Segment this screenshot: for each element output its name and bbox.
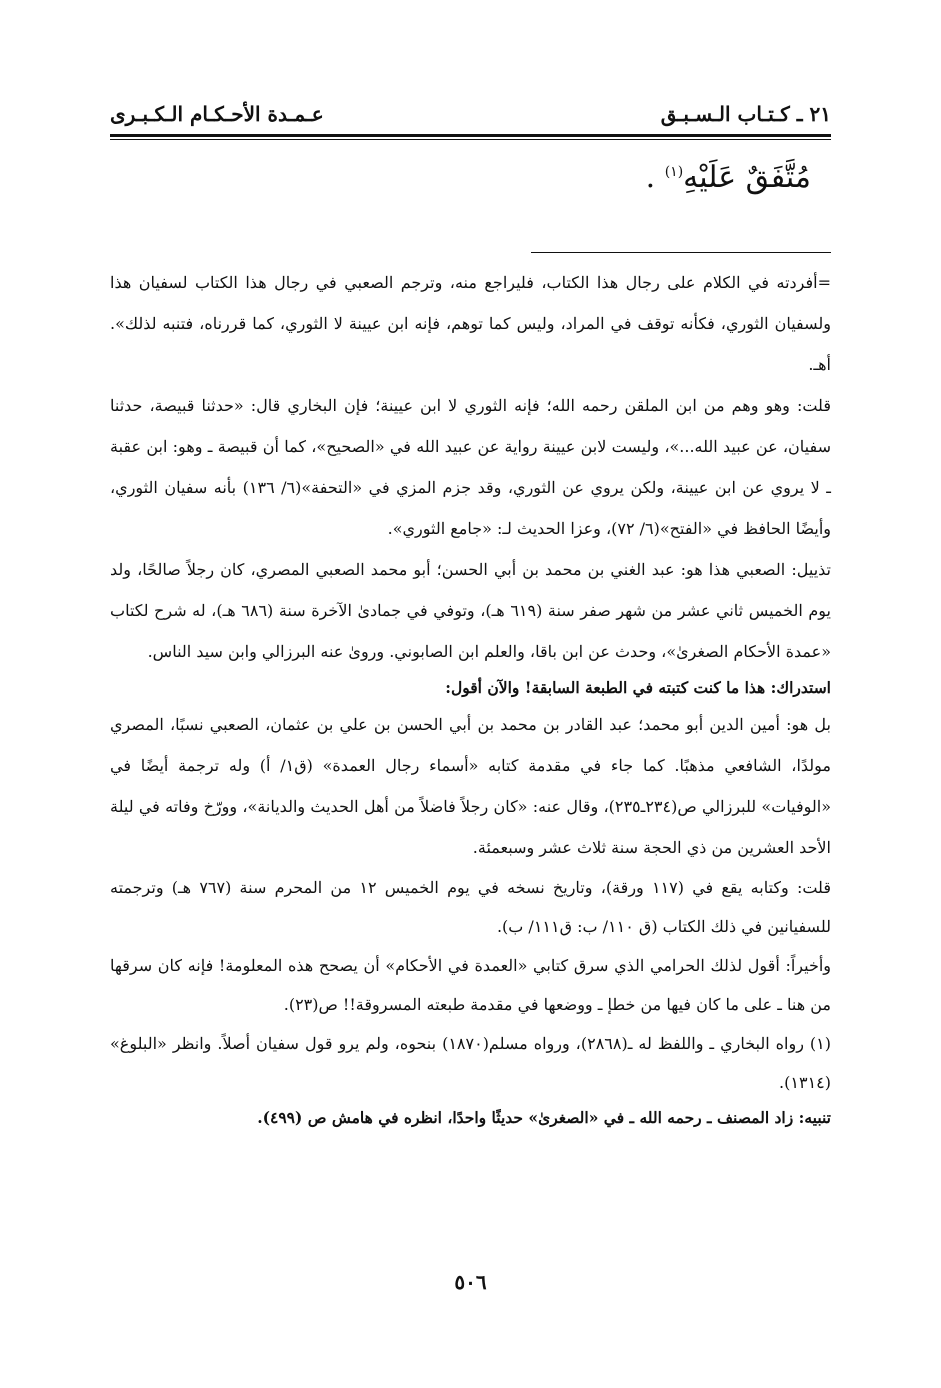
hadith-grade: مُتَّفَقٌ عَلَيْهِ [683, 160, 811, 195]
book-title: عـمـدة الأحـكـام الـكـبـرى [110, 102, 324, 126]
note-istidrak: استدراك: هذا ما كنت كتبته في الطبعة السابقة! والآن أقول: [445, 678, 831, 697]
page-number: ٥٠٦ [454, 1270, 487, 1294]
footnote-marker: (١) [664, 164, 684, 180]
note-tadhyil: تذييل: الصعبي هذا هو: عبد الغني بن محمد بن أبي الحسن؛ أبو محمد الصعبي المصري، كان رجلاً صالحًا، ولد يوم الخميس ثاني عشر من شهر صفر سنة (٦١٩ هـ)، وتوفي في جمادىٰ الآخرة سنة (٦٨٦ هـ)، له شرح لكتاب «عمدة الأحكام الصغرىٰ»، وحدث عن ابن باقا، والعلم ابن الصابوني. وروىٰ عنه البرزالي وابن سيد الناس. [110, 560, 832, 661]
running-header [110, 100, 831, 134]
footnotes [110, 262, 831, 1134]
note-akhiran: وأخيراً: أقول لذلك الحرامي الذي سرق كتابي «العمدة في الأحكام» أن يصحح هذه المعلومة! فإنه كان سرقها من هنا ـ على ما كان فيها من خطإ ـ ووضعها في مقدمة طبعته المسروقة!! ص(٢٣). [110, 956, 831, 1014]
footnote-continuation: =أفردته في الكلام على رجال هذا الكتاب، فليراجع منه، وترجم الصعبي في رجال هذا الكتاب لسفيان هذا ولسفيان الثوري، فكأنه توقف في المراد، وليس كما توهم، فإنه ابن عيينة لا الثوري، كما قررناه، فتنبه لذلك». أهـ. [110, 273, 832, 374]
hadith-text [646, 160, 811, 195]
footnote-separator [531, 252, 831, 253]
note-qultu-2: قلت: وكتابه يقع في (١١٧ ورقة)، وتاريخ نسخه في يوم الخميس ١٢ من المحرم سنة (٧٦٧ هـ) وترجمته للسفيانين في ذلك الكتاب (ق ١١٠/ ب: ق١١١/ ب). [110, 878, 831, 936]
hadith-period: . [645, 160, 656, 195]
footnote-1: (١) رواه البخاري ـ واللفظ له ـ(٢٨٦٨)، ورواه مسلم(١٨٧٠) بنحوه، ولم يرو قول سفيان أصلاً. وانظر «البلوغ» (١٣١٤). [110, 1034, 831, 1092]
header-rule [110, 134, 831, 137]
note-tanbih: تنبيه: زاد المصنف ـ رحمه الله ـ في «الصغرىٰ» حديثًا واحدًا، انظره في هامش ص (٤٩٩). [257, 1108, 831, 1127]
note-bal-huwa: بل هو: أمين الدين أبو محمد؛ عبد القادر بن محمد بن أبي الحسن بن علي بن عثمان، الصعبي نسبًا، المصري مولدًا، الشافعي مذهبًا. كما جاء في مقدمة كتابه «أسماء رجال العمدة» (ق١/ أ) وله ترجمة أيضًا في «الوفيات» للبرزالي ص(٢٣٤ـ٢٣٥)، وقال عنه: «كان رجلاً فاضلاً من أهل الحديث والديانة»، وورّخ وفاته في ليلة الأحد العشرين من ذي الحجة سنة ثلاث عشر وسبعمئة. [110, 715, 832, 857]
chapter-title: ٢١ ـ كـتـاب الـسـبـق [660, 102, 831, 126]
note-qultu: قلت: وهو وهم من ابن الملقن رحمه الله؛ فإنه الثوري لا ابن عيينة؛ فإن البخاري قال: «حدثنا قبيصة، حدثنا سفيان، عن عبيد الله...»، وليست لابن عيينة رواية عن عبيد الله في «الصحيح»، كما أن قبيصة ـ وهو: ابن عقبة ـ لا يروي عن ابن عيينة، ولكن يروي عن الثوري، وقد جزم المزي في «التحفة»(٦/ ١٣٦) بأنه سفيان الثوري، وأيضًا الحافظ في «الفتح»(٦/ ٧٢)، وعزا الحديث لـ: «جامع الثوري». [110, 396, 831, 538]
header-rule-thin [110, 139, 831, 140]
